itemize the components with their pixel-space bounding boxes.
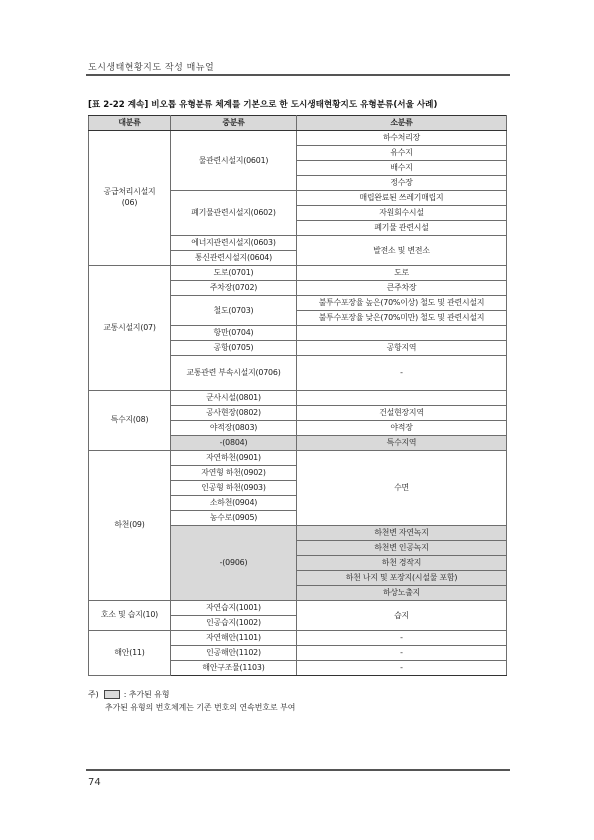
mid-category-cell: 통신관련시설지(0604) (171, 251, 297, 266)
small-category-cell: - (297, 356, 507, 391)
small-category-cell (297, 326, 507, 341)
small-category-cell: 불투수포장율 높은(70%이상) 철도 및 관련시설지 (297, 296, 507, 311)
small-category-cell: 정수장 (297, 176, 507, 191)
small-category-cell: 건설현장지역 (297, 406, 507, 421)
header-mid: 중분류 (171, 116, 297, 131)
added-type-swatch (104, 690, 120, 699)
mid-category-cell: 자연해안(1101) (171, 631, 297, 646)
small-category-cell: - (297, 661, 507, 676)
small-category-cell: 하수처리장 (297, 131, 507, 146)
table-note (88, 689, 170, 700)
major-category-cell: 공급처리시설지 (06) (89, 131, 171, 266)
small-category-cell: 특수지역 (297, 436, 507, 451)
header-major: 대분류 (89, 116, 171, 131)
small-category-cell: 하천변 자연녹지 (297, 526, 507, 541)
small-category-cell: 폐기물 관련시설 (297, 221, 507, 236)
table-row (89, 601, 507, 616)
mid-category-cell: 야적장(0803) (171, 421, 297, 436)
mid-category-cell: -(0906) (171, 526, 297, 601)
mid-category-cell: 공항(0705) (171, 341, 297, 356)
note-prefix: 주) (88, 690, 99, 699)
major-category-cell: 호소 및 습지(10) (89, 601, 171, 631)
mid-category-cell: 자연형 하천(0902) (171, 466, 297, 481)
small-category-cell: 자원회수시설 (297, 206, 507, 221)
mid-category-cell: 해안구조물(1103) (171, 661, 297, 676)
note-numbering: 추가된 유형의 번호체계는 기존 번호의 연속번호로 부여 (105, 703, 296, 712)
mid-category-cell: 자연습지(1001) (171, 601, 297, 616)
footer-rule (86, 769, 510, 771)
mid-category-cell: 물관련시설지(0601) (171, 131, 297, 191)
small-category-cell: 하천 나지 및 포장지(시설물 포함) (297, 571, 507, 586)
mid-category-cell: 주차장(0702) (171, 281, 297, 296)
mid-category-cell: 에너지관련시설지(0603) (171, 236, 297, 251)
running-header: 도시생태현황지도 작성 매뉴얼 (88, 63, 215, 73)
mid-category-cell: 도로(0701) (171, 266, 297, 281)
small-category-cell (297, 391, 507, 406)
mid-category-cell: 교통관련 부속시설지(0706) (171, 356, 297, 391)
mid-category-cell: 공사현장(0802) (171, 406, 297, 421)
table-header-row (89, 116, 507, 131)
mid-category-cell: 자연하천(0901) (171, 451, 297, 466)
small-category-cell: 야적장 (297, 421, 507, 436)
small-category-cell: 도로 (297, 266, 507, 281)
small-category-cell: - (297, 631, 507, 646)
table-row (89, 131, 507, 146)
small-category-cell: 매립완료된 쓰레기매립지 (297, 191, 507, 206)
small-category-cell: 발전소 및 변전소 (297, 236, 507, 266)
classification-table (88, 115, 507, 676)
table-row (89, 266, 507, 281)
table-body (89, 131, 507, 676)
mid-category-cell: 농수로(0905) (171, 511, 297, 526)
small-category-cell: 큰주차장 (297, 281, 507, 296)
header-small: 소분류 (297, 116, 507, 131)
mid-category-cell: 항만(0704) (171, 326, 297, 341)
major-category-cell: 특수지(08) (89, 391, 171, 451)
small-category-cell: 수면 (297, 451, 507, 526)
mid-category-cell: -(0804) (171, 436, 297, 451)
small-category-cell: 유수지 (297, 146, 507, 161)
mid-category-cell: 인공습지(1002) (171, 616, 297, 631)
major-category-cell: 해안(11) (89, 631, 171, 676)
mid-category-cell: 철도(0703) (171, 296, 297, 326)
small-category-cell: 불투수포장율 낮은(70%미만) 철도 및 관련시설지 (297, 311, 507, 326)
major-category-cell: 하천(09) (89, 451, 171, 601)
table-row (89, 391, 507, 406)
table-caption: [표 2-22 계속] 비오톱 유형분류 체계를 기본으로 한 도시생태현황지도 유형분류(서울 사례) (88, 100, 438, 110)
header-rule (86, 74, 510, 76)
small-category-cell: 하천변 인공녹지 (297, 541, 507, 556)
mid-category-cell: 인공형 하천(0903) (171, 481, 297, 496)
small-category-cell: 습지 (297, 601, 507, 631)
mid-category-cell: 소하천(0904) (171, 496, 297, 511)
major-category-cell: 교통시설지(07) (89, 266, 171, 391)
small-category-cell: 공항지역 (297, 341, 507, 356)
page-number: 74 (88, 777, 101, 788)
table-row (89, 451, 507, 466)
small-category-cell: 배수지 (297, 161, 507, 176)
small-category-cell: 하상노출지 (297, 586, 507, 601)
small-category-cell: - (297, 646, 507, 661)
table-row (89, 631, 507, 646)
mid-category-cell: 군사시설(0801) (171, 391, 297, 406)
mid-category-cell: 인공해안(1102) (171, 646, 297, 661)
mid-category-cell: 폐기물관련시설지(0602) (171, 191, 297, 236)
note-legend: : 추가된 유형 (123, 690, 170, 699)
small-category-cell: 하천 경작지 (297, 556, 507, 571)
